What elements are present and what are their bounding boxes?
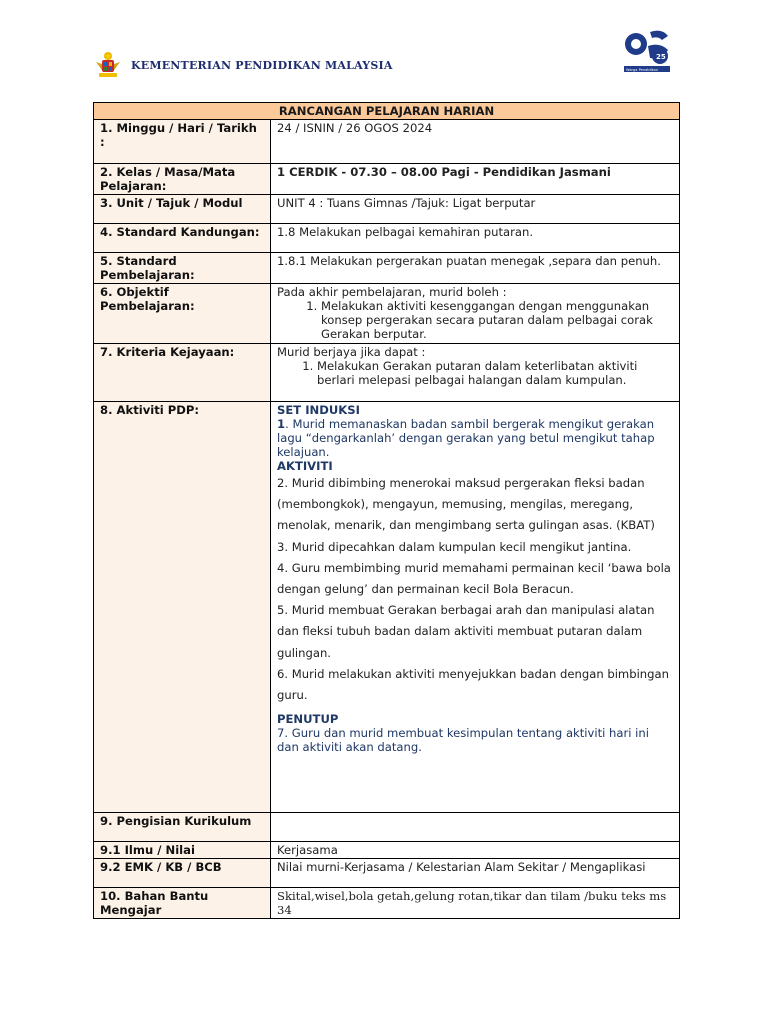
logo-badge-number: 25 bbox=[656, 53, 666, 61]
list-item: 2. Murid dibimbing menerokai maksud pergerakan fleksi badan (membongkok), mengayun, memusing, mengilas, meregang, menolak, menarik, dan mengimbang serta gulingan asas. (KBAT) bbox=[277, 476, 655, 533]
table-row-pengisian bbox=[94, 813, 680, 842]
table-row-standard-kandungan bbox=[94, 224, 680, 253]
table-row-objektif bbox=[94, 284, 680, 344]
ministry-25-logo-icon bbox=[622, 24, 672, 76]
list-item: 1. Melakukan aktiviti kesenggangan dengan menggunakan konsep pergerakan secara putaran dalam pelbagai corak Gerakan berputar. bbox=[321, 299, 673, 341]
table-row-ilmu bbox=[94, 842, 680, 859]
objektif-intro: Pada akhir pembelajaran, murid boleh : bbox=[277, 285, 507, 299]
value-unit: UNIT 4 : Tuans Gimnas /Tajuk: Ligat berputar bbox=[271, 195, 680, 224]
value-bahan: Skital,wisel,bola getah,gelung rotan,tikar dan tilam /buku teks ms 34 bbox=[271, 888, 680, 919]
penutup-text: 7. Guru dan murid membuat kesimpulan tentang aktiviti hari ini dan aktiviti akan datang. bbox=[277, 726, 649, 755]
set-induksi-number: 1 bbox=[277, 417, 286, 431]
table-title-row bbox=[94, 103, 680, 120]
objektif-list bbox=[277, 299, 673, 341]
label-bahan: 10. Bahan Bantu Mengajar bbox=[94, 888, 271, 919]
table-row-bahan bbox=[94, 888, 680, 919]
table-row-unit bbox=[94, 195, 680, 224]
table-title: RANCANGAN PELAJARAN HARIAN bbox=[94, 103, 680, 120]
table-row-tarikh bbox=[94, 120, 680, 164]
value-emk: Nilai murni-Kerjasama / Kelestarian Alam Sekitar / Mengaplikasi bbox=[271, 859, 680, 888]
table-row-emk bbox=[94, 859, 680, 888]
set-induksi-text bbox=[277, 417, 673, 459]
malaysia-crest-icon bbox=[93, 50, 123, 80]
list-item: 6. Murid melakukan aktiviti menyejukkan badan dengan bimbingan guru. bbox=[277, 666, 669, 703]
list-item: 1. Melakukan Gerakan putaran dalam keterlibatan aktiviti berlari melepasi pelbagai halangan dalam kumpulan. bbox=[317, 359, 673, 387]
label-ilmu: 9.1 Ilmu / Nilai bbox=[94, 842, 271, 859]
label-standard-pembelajaran: 5. Standard Pembelajaran: bbox=[94, 253, 271, 284]
penutup-heading: PENUTUP bbox=[277, 712, 339, 727]
list-item: 3. Murid dipecahkan dalam kumpulan kecil mengikut jantina. bbox=[277, 539, 632, 554]
lesson-plan-table bbox=[93, 102, 680, 919]
set-induksi-body: . Murid memanaskan badan sambil bergerak mengikut gerakan lagu “dengarkanlah’ dengan gerakan yang betul mengikut tahap kelajuan. bbox=[277, 417, 655, 459]
label-tarikh: 1. Minggu / Hari / Tarikh : bbox=[94, 120, 271, 164]
value-aktiviti bbox=[271, 402, 680, 813]
value-ilmu: Kerjasama bbox=[271, 842, 680, 859]
value-tarikh: 24 / ISNIN / 26 OGOS 2024 bbox=[271, 120, 680, 164]
kriteria-list bbox=[277, 359, 673, 387]
label-kelas: 2. Kelas / Masa/Mata Pelajaran: bbox=[94, 164, 271, 195]
value-kelas: 1 CERDIK - 07.30 – 08.00 Pagi - Pendidikan Jasmani bbox=[271, 164, 680, 195]
table-row-standard-pembelajaran bbox=[94, 253, 680, 284]
set-induksi-heading: SET INDUKSI bbox=[277, 403, 360, 417]
kriteria-intro: Murid berjaya jika dapat : bbox=[277, 345, 426, 359]
table-row-kriteria bbox=[94, 344, 680, 402]
label-standard-kandungan: 4. Standard Kandungan: bbox=[94, 224, 271, 253]
value-pengisian bbox=[271, 813, 680, 842]
aktiviti-heading: AKTIVITI bbox=[277, 459, 333, 473]
value-standard-pembelajaran: 1.8.1 Melakukan pergerakan puatan menegak ,separa dan penuh. bbox=[271, 253, 680, 284]
table-row-kelas bbox=[94, 164, 680, 195]
ministry-name: KEMENTERIAN PENDIDIKAN MALAYSIA bbox=[131, 58, 393, 72]
label-kriteria: 7. Kriteria Kejayaan: bbox=[94, 344, 271, 402]
value-kriteria bbox=[271, 344, 680, 402]
label-pengisian: 9. Pengisian Kurikulum bbox=[94, 813, 271, 842]
label-unit: 3. Unit / Tajuk / Modul bbox=[94, 195, 271, 224]
aktiviti-steps bbox=[277, 473, 673, 706]
label-aktiviti: 8. Aktiviti PDP: bbox=[94, 402, 271, 813]
list-item: 5. Murid membuat Gerakan berbagai arah dan manipulasi alatan dan fleksi tubuh badan dalam aktiviti membuat putaran dalam gulingan. bbox=[277, 603, 655, 660]
value-objektif bbox=[271, 284, 680, 344]
list-item: 4. Guru membimbing murid memahami permainan kecil ‘bawa bola dengan gelung’ dan permainan kecil Bola Beracun. bbox=[277, 560, 671, 597]
ministry-header bbox=[93, 50, 393, 80]
label-emk: 9.2 EMK / KB / BCB bbox=[94, 859, 271, 888]
logo-caption: Warga Pendidikan bbox=[626, 68, 659, 72]
table-row-aktiviti bbox=[94, 402, 680, 813]
value-standard-kandungan: 1.8 Melakukan pelbagai kemahiran putaran. bbox=[271, 224, 680, 253]
label-objektif: 6. Objektif Pembelajaran: bbox=[94, 284, 271, 344]
